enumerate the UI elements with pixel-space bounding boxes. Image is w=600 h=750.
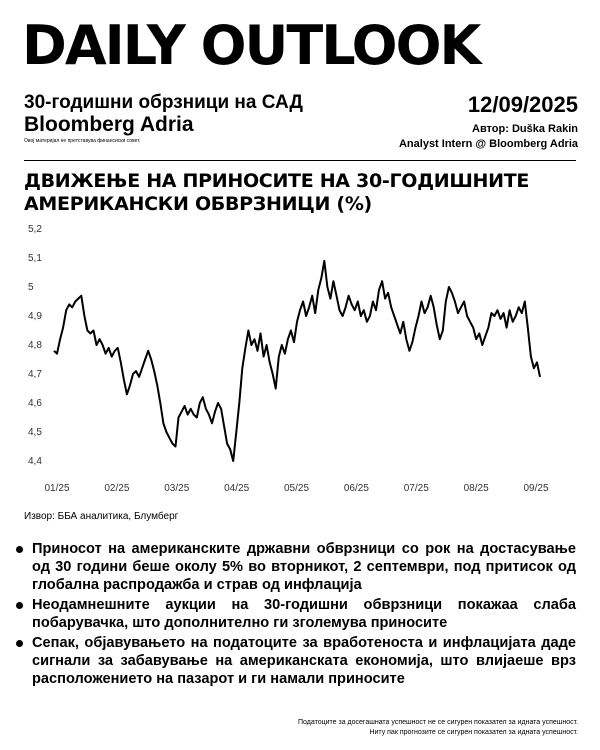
yield-series-line (54, 261, 540, 461)
chart-title-line-1: ДВИЖЕЊЕ НА ПРИНОСИТЕ НА 30-ГОДИШНИТЕ (24, 170, 530, 192)
disclaimer-text: Овој материјал не претставува финансиски совет. (24, 138, 141, 144)
author-role: Analyst Intern @ Bloomberg Adria (398, 138, 578, 150)
x-tick-label: 05/25 (283, 483, 310, 494)
x-tick-label: 09/25 (523, 483, 549, 494)
x-tick-label: 06/25 (343, 483, 369, 494)
key-point-1-text: Приносот на американските државни обврзници со рок на достасување од 30 години беше околу 5% во вторникот, 2 септември, под притисок од глобална распродажба и страв од инфлација (32, 541, 576, 593)
y-tick-label: 5,2 (28, 224, 42, 235)
footer-disclaimer-1: Податоците за досегашната успешност не се сигурен показател за идната успешност. (298, 719, 578, 726)
x-tick-label: 03/25 (164, 483, 190, 494)
key-point-3 (14, 634, 576, 688)
y-tick-label: 4,7 (28, 369, 42, 380)
header-divider (24, 160, 576, 161)
key-point-2 (14, 596, 576, 632)
chart-source: Извор: ББА аналитика, Блумберг (24, 511, 179, 522)
x-tick-label: 02/25 (104, 483, 130, 494)
bullet-dot-icon (16, 602, 23, 609)
key-point-2-text: Неодамнешните аукции на 30-годишни обврзници покажаа слаба побарувачка, што дополнително ги зголемува приносите (32, 597, 576, 631)
chart-title-line-2: АМЕРИКАНСКИ ОБВРЗНИЦИ (%) (24, 193, 372, 215)
y-tick-label: 5 (28, 282, 34, 293)
key-point-3-text: Сепак, објавувањето на податоците за вработеноста и инфлацијата даде сигнали за забавување на американската економија, што влијаеше врз расположението на пазарот и ги намали приносите (32, 635, 576, 687)
y-tick-label: 4,6 (28, 398, 42, 409)
key-points-list (14, 540, 576, 690)
report-date: 12/09/2025 (467, 92, 578, 117)
y-tick-label: 4,5 (28, 427, 42, 438)
masthead-title: DAILY OUTLOOK (22, 14, 480, 77)
x-tick-label: 04/25 (224, 483, 250, 494)
x-tick-label: 07/25 (403, 483, 429, 494)
x-tick-label: 08/25 (463, 483, 489, 494)
chart-title (24, 170, 580, 216)
y-tick-label: 5,1 (28, 253, 42, 264)
brand-name: Bloomberg Adria (24, 113, 194, 136)
bullet-dot-icon (16, 640, 23, 647)
y-tick-label: 4,9 (28, 311, 42, 322)
report-subtitle: 30-годишни обрзници на САД (24, 92, 303, 113)
footer-disclaimer-2: Ниту пак прогнозите се сигурен показател за идната успешност. (369, 729, 578, 736)
author-name: Автор: Duška Rakin (472, 123, 578, 135)
yield-line-chart (0, 215, 600, 505)
y-tick-label: 4,4 (28, 456, 42, 467)
key-point-1 (14, 540, 576, 594)
y-tick-label: 4,8 (28, 340, 42, 351)
bullet-dot-icon (16, 546, 23, 553)
x-tick-label: 01/25 (44, 483, 70, 494)
